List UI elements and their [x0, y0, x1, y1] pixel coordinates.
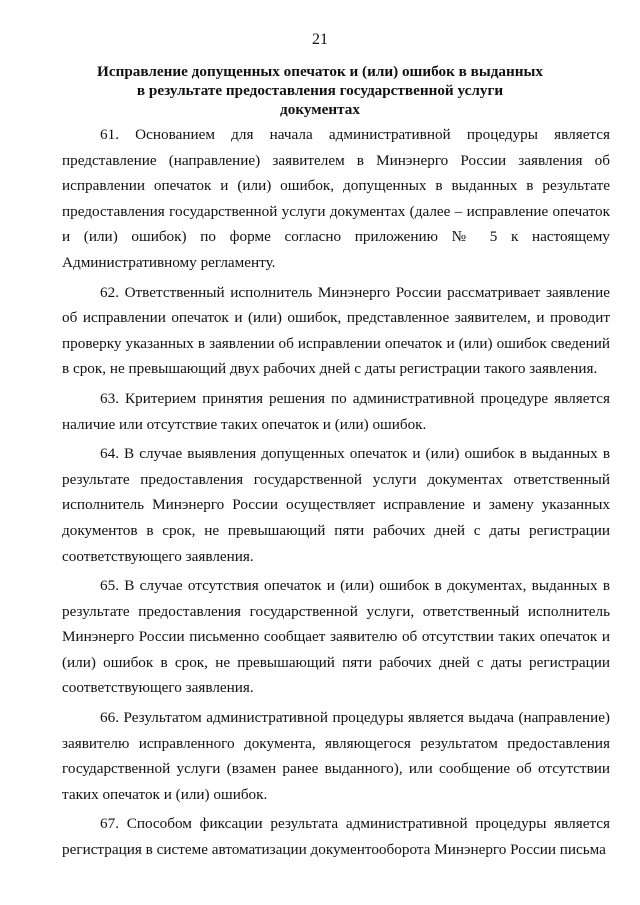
paragraph-65: 65. В случае отсутствия опечаток и (или) ошибок в документах, выданных в результате предоставления государственной услуги, ответственный исполнитель Минэнерго России письменно сообщает заявителю об отсутствии таких опечаток и (или) ошибок в срок, не превышающий пяти рабочих дней с даты регистрации соответствующего заявления. — [62, 577, 610, 697]
section-title: Исправление допущенных опечаток и (или) ошибок в выданных в результате предоставления государственной услуги документах — [97, 63, 543, 118]
page-number: 21 — [312, 31, 328, 48]
document-body — [62, 122, 610, 867]
paragraph-64: 64. В случае выявления допущенных опечаток и (или) ошибок в выданных в результате предоставления государственной услуги документах ответственный исполнитель Минэнерго России осуществляет исправление и замену указанных документов в срок, не превышающий пяти рабочих дней с даты регистрации соответствующего заявления. — [62, 445, 610, 565]
paragraph-63: 63. Критерием принятия решения по административной процедуре является наличие или отсутствие таких опечаток и (или) ошибок. — [62, 389, 610, 433]
paragraph-66: 66. Результатом административной процедуры является выдача (направление) заявителю исправленного документа, являющегося результатом предоставления государственной услуги (взамен ранее выданного), или сообщение об отсутствии таких опечаток и (или) ошибок. — [62, 709, 610, 803]
paragraph-61: 61. Основанием для начала административной процедуры является представление (направление) заявителем в Минэнерго России заявления об исправлении опечаток и (или) ошибок, допущенных в выданных в результате предоставления государственной услуги документах (далее – исправление опечаток и (или) ошибок) по форме согласно приложению № 5 к настоящему Административному регламенту. — [62, 126, 610, 271]
paragraph-67: 67. Способом фиксации результата административной процедуры является регистрация в системе автоматизации документооборота Минэнерго России письма — [62, 815, 610, 859]
paragraph-62: 62. Ответственный исполнитель Минэнерго России рассматривает заявление об исправлении опечаток и (или) ошибок, представленное заявителем, и проводит проверку указанных в заявлении об исправлении опечаток и (или) ошибок сведений в срок, не превышающий двух рабочих дней с даты регистрации такого заявления. — [62, 283, 610, 378]
